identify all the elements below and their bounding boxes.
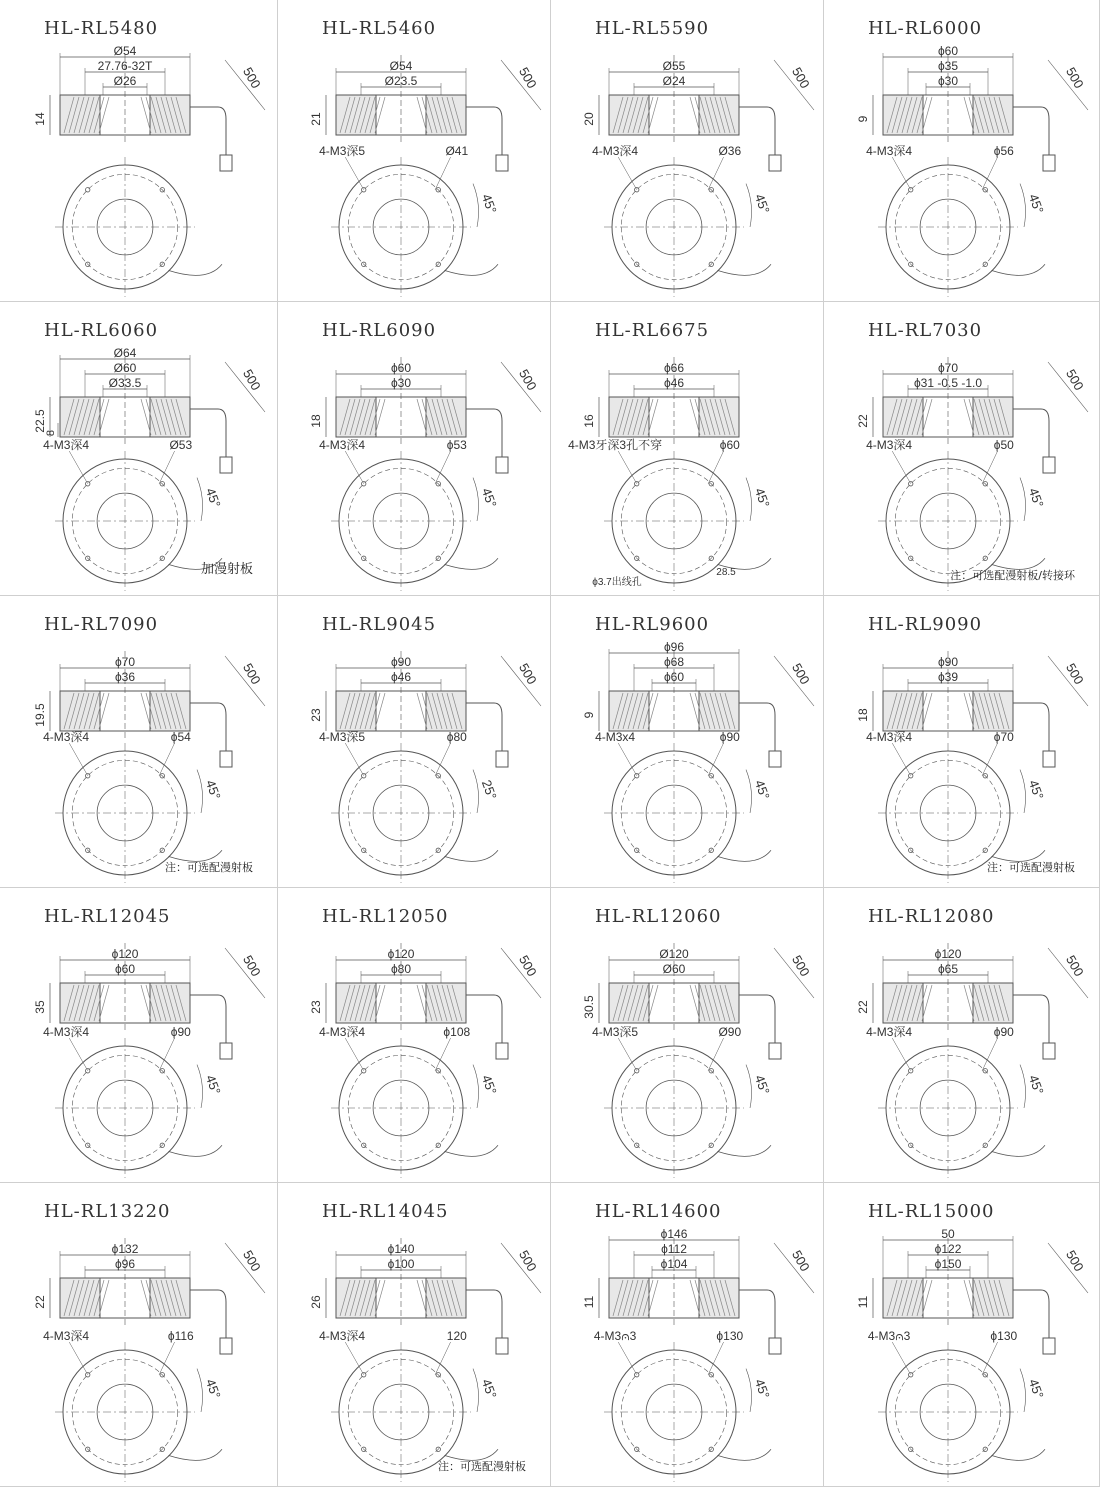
cable bbox=[466, 409, 502, 457]
product-cell bbox=[551, 1183, 824, 1487]
product-cell bbox=[278, 596, 551, 888]
product-cell bbox=[551, 596, 824, 888]
hole-spec-label: 4-M3深4 bbox=[43, 1025, 90, 1039]
angle-label: 45° bbox=[478, 191, 500, 216]
angle-label: 45° bbox=[751, 1072, 773, 1097]
height-label: 20 bbox=[582, 112, 596, 126]
dimension-label: ϕ39 bbox=[937, 670, 959, 684]
product-cell bbox=[551, 888, 824, 1183]
dimension-label: ϕ46 bbox=[390, 670, 412, 684]
product-cell bbox=[278, 302, 551, 596]
extra-note-label: 28.5 bbox=[716, 567, 736, 578]
plan-view bbox=[604, 743, 771, 883]
product-cell bbox=[824, 596, 1100, 888]
connector bbox=[220, 1043, 232, 1059]
drawing bbox=[278, 1183, 551, 1487]
height-label: 26 bbox=[309, 1295, 323, 1309]
dimension-label: ϕ146 bbox=[660, 1227, 688, 1241]
connector bbox=[496, 155, 508, 171]
cable bbox=[739, 1290, 775, 1338]
connector bbox=[1043, 1043, 1055, 1059]
model-title: HL-RL7030 bbox=[868, 320, 983, 341]
cable bbox=[1013, 703, 1049, 751]
connector bbox=[220, 457, 232, 473]
dimension-label: ϕ90 bbox=[390, 655, 412, 669]
drawing bbox=[551, 302, 824, 596]
dimension-label: ϕ90 bbox=[937, 655, 959, 669]
product-cell bbox=[0, 0, 278, 302]
hole-spec-label: 4-M3深4 bbox=[43, 730, 90, 744]
product-cell bbox=[278, 1183, 551, 1487]
cable-length-label: 500 bbox=[788, 1247, 813, 1274]
pcd-label: ϕ56 bbox=[993, 144, 1014, 158]
extra-note-label: ϕ3.7出线孔 bbox=[592, 577, 642, 588]
pcd-label: Ø41 bbox=[445, 144, 469, 158]
height-label: 23 bbox=[309, 1000, 323, 1014]
cable bbox=[190, 995, 226, 1043]
cable-length-label: 500 bbox=[515, 952, 540, 979]
hole-spec-label: 4-M3深4 bbox=[319, 1025, 366, 1039]
angle-label: 45° bbox=[478, 485, 500, 510]
cable-length-label: 500 bbox=[515, 366, 540, 393]
dimension-label: 27.76-32T bbox=[97, 59, 153, 73]
angle-label: 45° bbox=[202, 485, 224, 510]
pcd-label: Ø90 bbox=[718, 1025, 742, 1039]
plan-view bbox=[331, 157, 498, 297]
cable bbox=[1013, 107, 1049, 155]
dimension-label: ϕ120 bbox=[111, 947, 139, 961]
model-title: HL-RL13220 bbox=[44, 1201, 171, 1222]
dimension-label: ϕ70 bbox=[114, 655, 136, 669]
height-label: 23 bbox=[309, 708, 323, 722]
pcd-label: ϕ70 bbox=[993, 730, 1014, 744]
dimension-label: ϕ46 bbox=[663, 376, 685, 390]
dimension-label: ϕ30 bbox=[390, 376, 412, 390]
dimension-label: Ø24 bbox=[662, 74, 686, 88]
cable-length-label: 500 bbox=[239, 366, 264, 393]
drawing bbox=[278, 0, 551, 302]
hole-spec-label: 4-M3牙深3孔不穿 bbox=[568, 438, 663, 452]
model-title: HL-RL12050 bbox=[322, 906, 449, 927]
plan-view bbox=[331, 743, 498, 883]
height-label: 14 bbox=[33, 112, 47, 126]
dimension-label: Ø33.5 bbox=[108, 376, 142, 390]
pcd-label: ϕ130 bbox=[990, 1329, 1018, 1343]
note-text: 注：可选配漫射板/转接环 bbox=[950, 569, 1075, 582]
model-title: HL-RL5460 bbox=[322, 18, 437, 39]
cable bbox=[190, 703, 226, 751]
plan-view bbox=[55, 451, 222, 591]
drawing bbox=[824, 888, 1100, 1183]
plan-view bbox=[604, 1038, 771, 1178]
hole-spec-label: 4-M3深5 bbox=[592, 1025, 639, 1039]
plan-view bbox=[55, 1038, 222, 1178]
dimension-label: ϕ80 bbox=[390, 962, 412, 976]
cable-length-label: 500 bbox=[1062, 1247, 1087, 1274]
height-label: 11 bbox=[856, 1295, 870, 1309]
pcd-label: ϕ80 bbox=[446, 730, 467, 744]
drawing bbox=[551, 0, 824, 302]
hole-spec-label: 4-M3⩀3 bbox=[867, 1329, 911, 1343]
angle-label: 45° bbox=[1025, 191, 1047, 216]
product-cell bbox=[278, 888, 551, 1183]
cable-length-label: 500 bbox=[1062, 64, 1087, 91]
cable-length-label: 500 bbox=[515, 1247, 540, 1274]
angle-label: 25° bbox=[478, 777, 500, 802]
drawing bbox=[824, 596, 1100, 888]
pcd-label: 120 bbox=[446, 1329, 467, 1343]
product-cell bbox=[0, 888, 278, 1183]
plan-view bbox=[604, 451, 771, 591]
pcd-label: Ø53 bbox=[169, 438, 193, 452]
cable bbox=[1013, 1290, 1049, 1338]
dimension-label: ϕ60 bbox=[937, 44, 959, 58]
product-cell bbox=[824, 888, 1100, 1183]
cable-length-label: 500 bbox=[515, 64, 540, 91]
product-cell bbox=[824, 0, 1100, 302]
dimension-label: ϕ70 bbox=[937, 361, 959, 375]
dimension-label: ϕ66 bbox=[663, 361, 685, 375]
height-label: 35 bbox=[33, 1000, 47, 1014]
product-cell bbox=[0, 302, 278, 596]
model-title: HL-RL14600 bbox=[595, 1201, 722, 1222]
angle-label: 45° bbox=[751, 1376, 773, 1401]
drawing bbox=[824, 1183, 1100, 1487]
angle-label: 45° bbox=[202, 1376, 224, 1401]
drawing bbox=[0, 888, 278, 1183]
dimension-label: 50 bbox=[941, 1227, 955, 1241]
angle-label: 45° bbox=[751, 191, 773, 216]
connector bbox=[769, 1338, 781, 1354]
drawing bbox=[551, 596, 824, 888]
height-label: 22 bbox=[33, 1295, 47, 1309]
mount-hole bbox=[86, 188, 90, 192]
model-title: HL-RL5480 bbox=[44, 18, 159, 39]
model-title: HL-RL9090 bbox=[868, 614, 983, 635]
height-label: 22 bbox=[856, 1000, 870, 1014]
height-label: 22.5 bbox=[33, 409, 47, 433]
model-title: HL-RL6090 bbox=[322, 320, 437, 341]
angle-label: 45° bbox=[202, 1072, 224, 1097]
dimension-label: ϕ36 bbox=[114, 670, 136, 684]
pcd-label: ϕ90 bbox=[993, 1025, 1014, 1039]
dimension-label: ϕ104 bbox=[660, 1257, 688, 1271]
cable bbox=[739, 703, 775, 751]
dimension-label: ϕ122 bbox=[934, 1242, 962, 1256]
drawing bbox=[0, 302, 278, 596]
cable-length-label: 500 bbox=[239, 1247, 264, 1274]
product-cell bbox=[824, 1183, 1100, 1487]
drawing bbox=[0, 1183, 278, 1487]
connector bbox=[769, 751, 781, 767]
hole-spec-label: 4-M3深4 bbox=[43, 438, 90, 452]
cable-length-label: 500 bbox=[515, 660, 540, 687]
cable-length-label: 500 bbox=[788, 64, 813, 91]
height-label: 22 bbox=[856, 414, 870, 428]
angle-label: 45° bbox=[1025, 485, 1047, 510]
connector bbox=[220, 155, 232, 171]
dimension-label: Ø23.5 bbox=[384, 74, 418, 88]
cable bbox=[190, 107, 226, 155]
cable-length-label: 500 bbox=[1062, 952, 1087, 979]
model-title: HL-RL6000 bbox=[868, 18, 983, 39]
model-title: HL-RL15000 bbox=[868, 1201, 995, 1222]
cable bbox=[739, 107, 775, 155]
angle-label: 45° bbox=[1025, 777, 1047, 802]
hole-spec-label: 4-M3深4 bbox=[866, 144, 913, 158]
plan-view bbox=[878, 1342, 1045, 1482]
plan-view bbox=[55, 157, 222, 297]
cable-length-label: 500 bbox=[788, 660, 813, 687]
cable bbox=[466, 107, 502, 155]
connector bbox=[1043, 457, 1055, 473]
hole-spec-label: 4-M3深4 bbox=[319, 1329, 366, 1343]
dimension-label: ϕ150 bbox=[934, 1257, 962, 1271]
pcd-label: ϕ54 bbox=[170, 730, 191, 744]
height-label: 11 bbox=[582, 1295, 596, 1309]
connector bbox=[769, 155, 781, 171]
cable-length-label: 500 bbox=[1062, 660, 1087, 687]
dimension-label: Ø54 bbox=[113, 44, 137, 58]
pcd-label: ϕ116 bbox=[167, 1329, 194, 1343]
cable bbox=[466, 703, 502, 751]
hole-spec-label: 4-M3深4 bbox=[866, 730, 913, 744]
model-title: HL-RL9045 bbox=[322, 614, 437, 635]
angle-label: 45° bbox=[202, 777, 224, 802]
dimension-label: ϕ120 bbox=[387, 947, 415, 961]
drawing bbox=[278, 596, 551, 888]
plan-view bbox=[331, 1038, 498, 1178]
plan-view bbox=[604, 1342, 771, 1482]
dimension-label: Ø120 bbox=[659, 947, 689, 961]
drawing bbox=[824, 302, 1100, 596]
dimension-label: ϕ96 bbox=[663, 640, 685, 654]
drawing bbox=[0, 0, 278, 302]
cable bbox=[466, 995, 502, 1043]
cable bbox=[1013, 409, 1049, 457]
model-title: HL-RL12060 bbox=[595, 906, 722, 927]
connector bbox=[220, 1338, 232, 1354]
hole-spec-label: 4-M3深5 bbox=[319, 730, 366, 744]
hole-spec-label: 4-M3深4 bbox=[43, 1329, 90, 1343]
angle-label: 45° bbox=[751, 777, 773, 802]
dimension-label: ϕ120 bbox=[934, 947, 962, 961]
cable-length-label: 500 bbox=[239, 952, 264, 979]
drawing bbox=[824, 0, 1100, 302]
cable bbox=[466, 1290, 502, 1338]
model-title: HL-RL6060 bbox=[44, 320, 159, 341]
model-title: HL-RL14045 bbox=[322, 1201, 449, 1222]
model-title: HL-RL5590 bbox=[595, 18, 710, 39]
pcd-label: ϕ90 bbox=[719, 730, 740, 744]
hole-spec-label: 4-M3深4 bbox=[319, 438, 366, 452]
model-title: HL-RL7090 bbox=[44, 614, 159, 635]
plan-view bbox=[604, 157, 771, 297]
cable-length-label: 500 bbox=[239, 64, 264, 91]
pcd-label: ϕ50 bbox=[993, 438, 1014, 452]
note-text: 注：可选配漫射板 bbox=[438, 1460, 526, 1473]
height-label: 9 bbox=[856, 115, 870, 123]
product-cell bbox=[278, 0, 551, 302]
cable bbox=[1013, 995, 1049, 1043]
pcd-label: ϕ53 bbox=[446, 438, 467, 452]
pcd-label: ϕ108 bbox=[443, 1025, 471, 1039]
height-label: 9 bbox=[582, 711, 596, 719]
product-cell bbox=[551, 302, 824, 596]
pcd-label: ϕ90 bbox=[170, 1025, 191, 1039]
hole-spec-label: 4-M3⩀3 bbox=[593, 1329, 637, 1343]
dimension-label: ϕ112 bbox=[661, 1242, 687, 1256]
dimension-label: ϕ60 bbox=[114, 962, 136, 976]
connector bbox=[496, 457, 508, 473]
connector bbox=[1043, 751, 1055, 767]
pcd-label: ϕ130 bbox=[716, 1329, 744, 1343]
pcd-label: Ø36 bbox=[718, 144, 742, 158]
hole-spec-label: 4-M3深4 bbox=[592, 144, 639, 158]
dimension-label: ϕ60 bbox=[663, 670, 685, 684]
note-text: 注：可选配漫射板 bbox=[165, 861, 253, 874]
inner-height-label: 8 bbox=[45, 429, 57, 437]
dimension-label: ϕ31 -0.5 -1.0 bbox=[913, 376, 983, 390]
hole-spec-label: 4-M3深5 bbox=[319, 144, 366, 158]
height-label: 18 bbox=[309, 414, 323, 428]
dimension-label: ϕ35 bbox=[937, 59, 959, 73]
note-text: 加漫射板 bbox=[200, 562, 253, 577]
drawing bbox=[278, 302, 551, 596]
model-title: HL-RL6675 bbox=[595, 320, 710, 341]
plan-view bbox=[878, 1038, 1045, 1178]
connector bbox=[769, 1043, 781, 1059]
model-title: HL-RL9600 bbox=[595, 614, 710, 635]
hole-spec-label: 4-M3x4 bbox=[595, 730, 636, 744]
dimension-label: ϕ60 bbox=[390, 361, 412, 375]
dimension-label: ϕ65 bbox=[937, 962, 959, 976]
connector bbox=[1043, 155, 1055, 171]
connector bbox=[496, 751, 508, 767]
angle-label: 45° bbox=[751, 485, 773, 510]
pcd-label: ϕ60 bbox=[719, 438, 740, 452]
cable bbox=[190, 409, 226, 457]
connector bbox=[496, 1338, 508, 1354]
cable bbox=[739, 995, 775, 1043]
cable-length-label: 500 bbox=[1062, 366, 1087, 393]
model-title: HL-RL12080 bbox=[868, 906, 995, 927]
dimension-label: ϕ30 bbox=[937, 74, 959, 88]
hole-spec-label: 4-M3深4 bbox=[866, 1025, 913, 1039]
product-cell bbox=[551, 0, 824, 302]
plan-view bbox=[55, 1342, 222, 1482]
cable-length-label: 500 bbox=[239, 660, 264, 687]
product-cell bbox=[0, 596, 278, 888]
dimension-label: Ø54 bbox=[389, 59, 413, 73]
dimension-label: Ø60 bbox=[662, 962, 686, 976]
angle-label: 45° bbox=[1025, 1072, 1047, 1097]
dimension-label: ϕ96 bbox=[114, 1257, 136, 1271]
height-label: 19.5 bbox=[33, 703, 47, 727]
height-label: 30.5 bbox=[582, 995, 596, 1019]
connector bbox=[1043, 1338, 1055, 1354]
height-label: 18 bbox=[856, 708, 870, 722]
connector bbox=[220, 751, 232, 767]
hole-spec-label: 4-M3深4 bbox=[866, 438, 913, 452]
product-cell bbox=[824, 302, 1100, 596]
drawing bbox=[551, 1183, 824, 1487]
model-title: HL-RL12045 bbox=[44, 906, 171, 927]
dimension-label: Ø64 bbox=[113, 346, 137, 360]
dimension-label: ϕ68 bbox=[663, 655, 685, 669]
dimension-label: Ø26 bbox=[113, 74, 137, 88]
dimension-label: ϕ140 bbox=[387, 1242, 415, 1256]
drawing bbox=[278, 888, 551, 1183]
height-label: 16 bbox=[582, 414, 596, 428]
drawing bbox=[0, 596, 278, 888]
cable bbox=[190, 1290, 226, 1338]
height-label: 21 bbox=[309, 112, 323, 126]
product-cell bbox=[0, 1183, 278, 1487]
dimension-label: Ø60 bbox=[113, 361, 137, 375]
dimension-label: ϕ100 bbox=[387, 1257, 415, 1271]
dimension-label: Ø55 bbox=[662, 59, 686, 73]
dimension-label: ϕ132 bbox=[111, 1242, 139, 1256]
drawing bbox=[551, 888, 824, 1183]
angle-label: 45° bbox=[1025, 1376, 1047, 1401]
plan-view bbox=[331, 451, 498, 591]
angle-label: 45° bbox=[478, 1072, 500, 1097]
angle-label: 45° bbox=[478, 1376, 500, 1401]
connector bbox=[496, 1043, 508, 1059]
note-text: 注：可选配漫射板 bbox=[987, 861, 1075, 874]
cable-length-label: 500 bbox=[788, 952, 813, 979]
plan-view bbox=[878, 157, 1045, 297]
